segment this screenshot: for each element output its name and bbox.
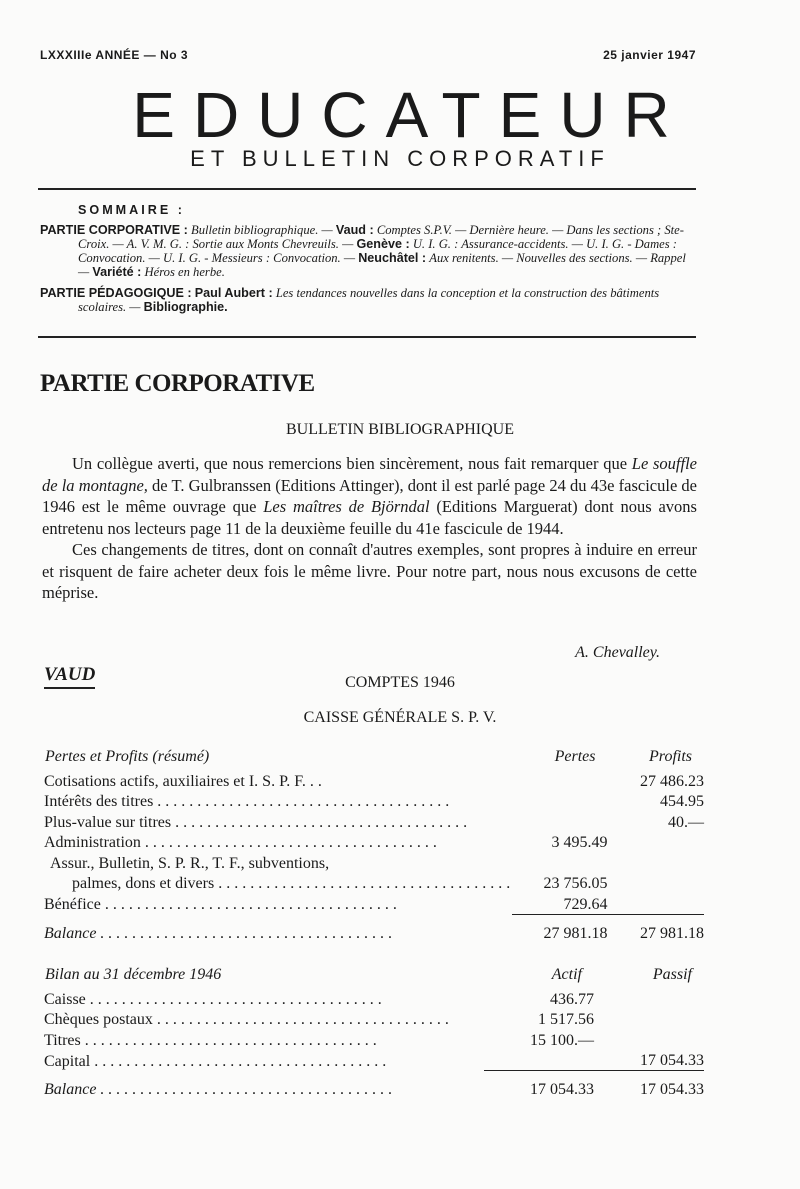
article-heading: BULLETIN BIBLIOGRAPHIQUE xyxy=(286,421,514,438)
row-value xyxy=(512,770,608,791)
row-label: Intérêts des titres . . . xyxy=(44,793,449,810)
row-value xyxy=(594,1029,704,1050)
table-row xyxy=(44,893,704,914)
row-label: Plus-value sur titres . . . xyxy=(44,814,467,831)
row-value xyxy=(512,811,608,832)
row-label: Assur., Bulletin, S. P. R., T. F., subventions, xyxy=(50,854,330,872)
row-value: 15 100.— xyxy=(530,1031,594,1049)
bilan-table xyxy=(44,962,704,1099)
row-label: Administration . . . xyxy=(44,834,437,851)
table-row xyxy=(44,791,704,812)
balance-row: Balance . . . 27 981.18 27 981.18 xyxy=(44,914,704,943)
row-label: Chèques postaux . . . xyxy=(44,1011,449,1028)
row-value xyxy=(608,832,705,853)
row-value: 23 756.05 xyxy=(543,875,608,892)
row-value xyxy=(608,852,705,873)
row-value xyxy=(594,1009,704,1030)
paragraph: Un collègue averti, que nous remercions bien sincèrement, nous fait remarquer que Le souffle de la montagne, de T. Gulbranssen (Editions Attinger), dont il est parlé page 24 du 43e fascicule de 1946 est le même ouvrage que Les maîtres de Björndal (Editions Marguerat) dont nous avons entretenu nos lecteurs page 11 de la deuxième feuille du 41e fascicule de 1944. xyxy=(42,454,697,538)
caisse-heading: CAISSE GÉNÉRALE S. P. V. xyxy=(303,709,497,726)
row-label: Cotisations actifs, auxiliaires et I. S. P. F. . . xyxy=(44,772,322,790)
table-header: Pertes et Profits (résumé) Pertes Profits xyxy=(45,748,692,765)
pertes-profits-table xyxy=(44,744,704,943)
table-row xyxy=(44,852,704,873)
table-row xyxy=(44,811,704,832)
paragraph: Ces changements de titres, dont on connaît d'autres exemples, sont propres à induire en erreur et risquent de faire acheter deux fois le même livre. Pour notre part, nous nous excusons de cette méprise. xyxy=(42,540,697,602)
row-value xyxy=(608,893,705,914)
masthead-title: EDUCATEUR xyxy=(132,79,688,151)
table-row xyxy=(44,873,704,894)
sommaire-heading: SOMMAIRE : xyxy=(78,203,185,217)
row-value xyxy=(512,791,608,812)
divider xyxy=(38,188,696,190)
table-row xyxy=(44,770,704,791)
row-label: palmes, dons et divers . . . xyxy=(72,875,510,892)
row-label: Capital . . . xyxy=(44,1053,386,1070)
row-value: 1 517.56 xyxy=(538,1011,594,1028)
row-value: 40.— xyxy=(668,813,704,831)
row-value: 454.95 xyxy=(660,793,704,810)
table-row xyxy=(44,832,704,853)
vaud-heading: VAUD xyxy=(44,664,95,689)
row-value xyxy=(608,873,705,894)
divider xyxy=(38,336,696,338)
row-value: 3 495.49 xyxy=(551,834,608,851)
row-value xyxy=(484,1050,594,1071)
row-value xyxy=(512,852,608,873)
table-row xyxy=(44,1050,704,1071)
table-header: Bilan au 31 décembre 1946 Actif Passif xyxy=(45,966,692,983)
issue-number: LXXXIIIe ANNÉE — No 3 xyxy=(40,48,189,62)
masthead-subtitle: ET BULLETIN CORPORATIF xyxy=(190,146,610,171)
row-label: Bénéfice . . . xyxy=(44,896,397,913)
table-row xyxy=(44,988,704,1009)
sommaire-pedagogique: PARTIE PÉDAGOGIQUE : Paul Aubert : Les tendances nouvelles dans la conception et la construction des bâtiments scolaires. — Bibliographie. xyxy=(40,286,660,314)
row-value: 729.64 xyxy=(563,895,608,913)
comptes-heading: COMPTES 1946 xyxy=(345,674,455,691)
row-value xyxy=(594,988,704,1009)
balance-row: Balance . . . 17 054.33 17 054.33 xyxy=(44,1071,704,1100)
section-title: PARTIE CORPORATIVE xyxy=(40,370,315,397)
row-value: 436.77 xyxy=(550,990,594,1008)
table-row xyxy=(44,1009,704,1030)
row-value: 27 486.23 xyxy=(640,772,704,790)
sommaire-corporative: PARTIE CORPORATIVE : Bulletin bibliographique. — Vaud : Comptes S.P.V. — Dernière heure. — Dans les sections ; Ste-Croix. — A. V. M. G. : Sortie aux Monts Chevreuils. — Genève : U. I. G. : Assurance-accidents. — U. I. G. - Dames : Convocation. — U. I. G. - Messieurs : Convocation. — Neuchâtel : Aux renitents. — Nouvelles des sections. — Rappel — Variété : Héros en herbe. xyxy=(40,223,686,279)
row-label: Titres . . . xyxy=(44,1032,377,1049)
signature: A. Chevalley. xyxy=(575,644,660,661)
sommaire xyxy=(40,203,700,321)
row-label: Caisse . . . xyxy=(44,991,382,1008)
article-body xyxy=(42,453,697,604)
table-row xyxy=(44,1029,704,1050)
issue-date: 25 janvier 1947 xyxy=(603,48,696,62)
row-value: 17 054.33 xyxy=(640,1052,704,1069)
